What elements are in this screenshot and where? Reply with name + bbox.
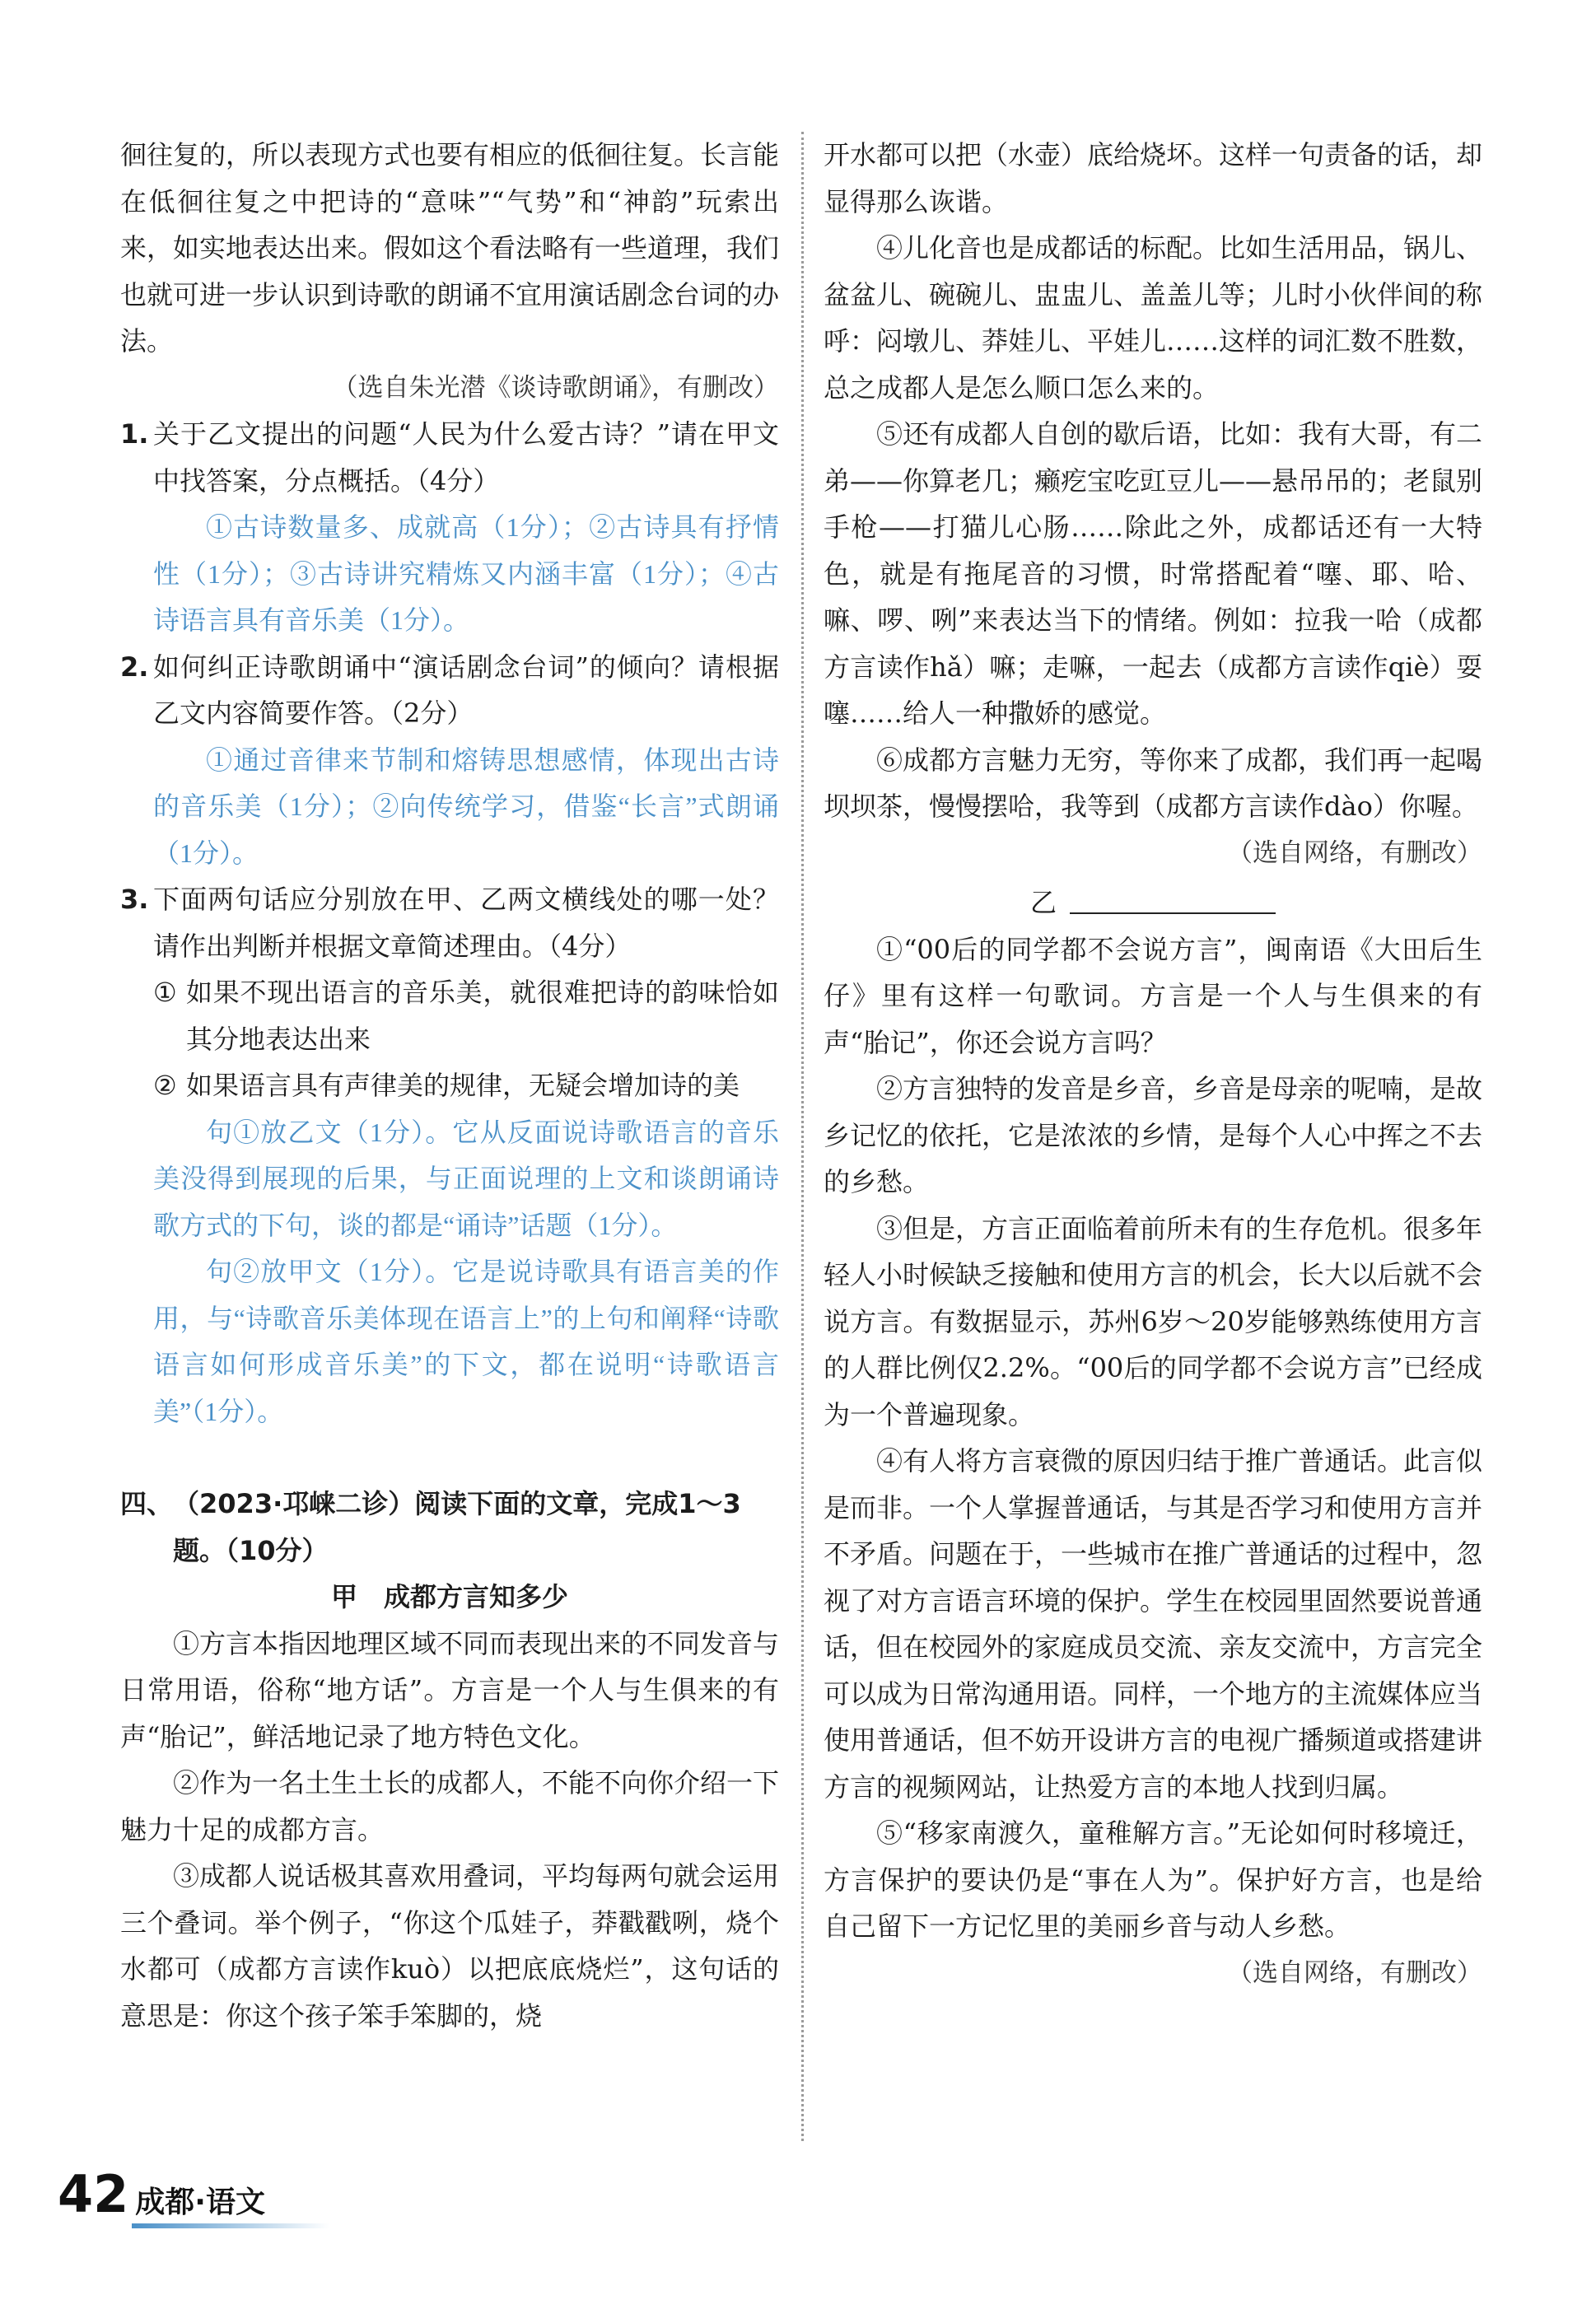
question-3 (120, 876, 779, 969)
article-paragraph: ⑤还有成都人自创的歇后语，比如：我有大哥，有二弟——你算老几；癞疙宝吃豇豆儿——悬吊吊的；老鼠别手枪——打猫儿心肠……除此之外，成都话还有一大特色，就是有拖尾音的习惯，时常搭配着“噻、耶、哈、嘛、啰、咧”来表达当下的情绪。例如：拉我一哈（成都方言读作hǎ）嘛；走嘛，一起去（成都方言读作qiè）耍噻……给人一种撒娇的感觉。 (824, 418, 1483, 729)
question-1 (120, 411, 779, 644)
intro-paragraph: 徊往复的，所以表现方式也要有相应的低徊往复。长言能在低徊往复之中把诗的“意味”“气势”和“神韵”玩索出来，如实地表达出来。假如这个看法略有一些道理，我们也就可进一步认识到诗歌的朗诵不宜用演话剧念台词的办法。 (120, 139, 780, 357)
intro-source: （选自朱光潜《谈诗歌朗诵》，有删改） (332, 372, 779, 403)
article-yi-title (824, 879, 1482, 926)
article-yi-label: 乙 (1029, 887, 1057, 918)
answer-text: ①通过音律来节制和熔铸思想感情，体现出古诗的音乐美（1分）；②向传统学习，借鉴“长言”式朗诵（1分）。 (153, 744, 779, 868)
question-text: 如何纠正诗歌朗诵中“演话剧念台词”的倾向？请根据乙文内容简要作答。（2分） (153, 651, 779, 729)
article-paragraph: ②作为一名土生土长的成都人，不能不向你介绍一下魅力十足的成都方言。 (120, 1767, 780, 1845)
article-jia-title: 甲 成都方言知多少 (330, 1581, 568, 1612)
option-text: 如果不现出语言的音乐美，就很难把诗的韵味恰如其分地表达出来 (186, 977, 779, 1055)
article-paragraph: ①“00后的同学都不会说方言”，闽南语《大田后生仔》里有这样一句歌词。方言是一个人与生俱来的有声“胎记”，你还会说方言吗？ (824, 933, 1482, 1058)
right-column (824, 132, 1482, 1996)
answer-text: 句①放乙文（1分）。它从反面说诗歌语言的音乐美没得到展现的后果，与正面说理的上文和谈朗诵诗歌方式的下句，谈的都是“诵诗”话题（1分）。 (153, 1117, 779, 1240)
title-blank-line (1070, 896, 1276, 914)
left-column (120, 132, 779, 2039)
page-number: 42 (58, 2164, 129, 2224)
article-paragraph: ②方言独特的发音是乡音，乡音是母亲的呢喃，是故乡记忆的依托，它是浓浓的乡情，是每个人心中挥之不去的乡愁。 (824, 1073, 1483, 1197)
question-number: 2. (120, 651, 149, 683)
question-text: 下面两句话应分别放在甲、乙两文横线处的哪一处？请作出判断并根据文章简述理由。（4分） (153, 884, 779, 962)
footer-title: 成都·语文 (135, 2186, 265, 2219)
article-paragraph: ④有人将方言衰微的原因归结于推广普通话。此言似是而非。一个人掌握普通话，与其是否学习和使用方言并不矛盾。问题在于，一些城市在推广普通话的过程中，忽视了对方言语言环境的保护。学生在校园里固然要说普通话，但在校园外的家庭成员交流、亲友交流中，方言完全可以成为日常沟通用语。同样，一个地方的主流媒体应当使用普通话，但不妨开设讲方言的电视广播频道或搭建讲方言的视频网站，让热爱方言的本地人找到归属。 (824, 1445, 1483, 1803)
option-1 (120, 969, 779, 1062)
article-paragraph: ③但是，方言正面临着前所未有的生存危机。很多年轻人小时候缺乏接触和使用方言的机会，长大以后就不会说方言。有数据显示，苏州6岁～20岁能够熟练使用方言的人群比例仅2.2%。“00后的同学都不会说方言”已经成为一个普遍现象。 (824, 1212, 1483, 1430)
article-paragraph: ⑤“移家南渡久，童稚解方言。”无论如何时移境迁，方言保护的要诀仍是“事在人为”。保护好方言，也是给自己留下一方记忆里的美丽乡音与动人乡愁。 (824, 1817, 1482, 1942)
column-divider (801, 132, 804, 2141)
option-marker: ② (153, 1070, 177, 1101)
article-paragraph: ③成都人说话极其喜欢用叠词，平均每两句就会运用三个叠词。举个例子，“你这个瓜娃子，莽戳戳咧，烧个水都可（成都方言读作kuò）以把底底烧烂”，这句话的意思是：你这个孩子笨手笨脚的，烧 (120, 1860, 780, 2032)
article-yi-source: （选自网络，有删改） (1227, 1957, 1482, 1988)
article-paragraph: ①方言本指因地理区域不同而表现出来的不同发音与日常用语，俗称“地方话”。方言是一个人与生俱来的有声“胎记”，鲜活地记录了地方特色文化。 (120, 1627, 780, 1752)
article-paragraph: ④儿化音也是成都话的标配。比如生活用品，锅儿、盆盆儿、碗碗儿、盅盅儿、盖盖儿等；儿时小伙伴间的称呼：闷墩儿、莽娃儿、平娃儿……这样的词汇数不胜数，总之成都人是怎么顺口怎么来的。 (824, 232, 1483, 404)
option-marker: ① (153, 977, 177, 1008)
footer-accent-line (132, 2223, 329, 2228)
section-4-heading (120, 1481, 779, 1574)
article-jia-source: （选自网络，有删改） (1227, 837, 1482, 868)
question-2 (120, 644, 779, 877)
question-number: 3. (120, 884, 149, 915)
section-instruction: （2023·邛崃二诊）阅读下面的文章，完成1～3题。（10分） (173, 1488, 741, 1566)
question-number: 1. (120, 418, 149, 450)
article-paragraph-continued: 开水都可以把（水壶）底给烧坏。这样一句责备的话，却显得那么诙谐。 (824, 139, 1483, 217)
option-2 (120, 1062, 779, 1109)
page-footer (58, 2164, 265, 2224)
answer-text: 句②放甲文（1分）。它是说诗歌具有语言美的作用，与“诗歌音乐美体现在语言上”的上句和阐释“诗歌语言如何形成音乐美”的下文，都在说明“诗歌语言美”（1分）。 (153, 1257, 779, 1426)
option-text: 如果语言具有声律美的规律，无疑会增加诗的美 (186, 1070, 740, 1101)
question-text: 关于乙文提出的问题“人民为什么爱古诗？”请在甲文中找答案，分点概括。（4分） (153, 418, 779, 497)
section-label: 四、 (120, 1488, 174, 1519)
answer-text: ①古诗数量多、成就高（1分）；②古诗具有抒情性（1分）；③古诗讲究精炼又内涵丰富（1分）；④古诗语言具有音乐美（1分）。 (153, 512, 779, 635)
article-paragraph: ⑥成都方言魅力无穷，等你来了成都，我们再一起喝坝坝茶，慢慢摆哈，我等到（成都方言读作dào）你喔。 (824, 744, 1483, 822)
